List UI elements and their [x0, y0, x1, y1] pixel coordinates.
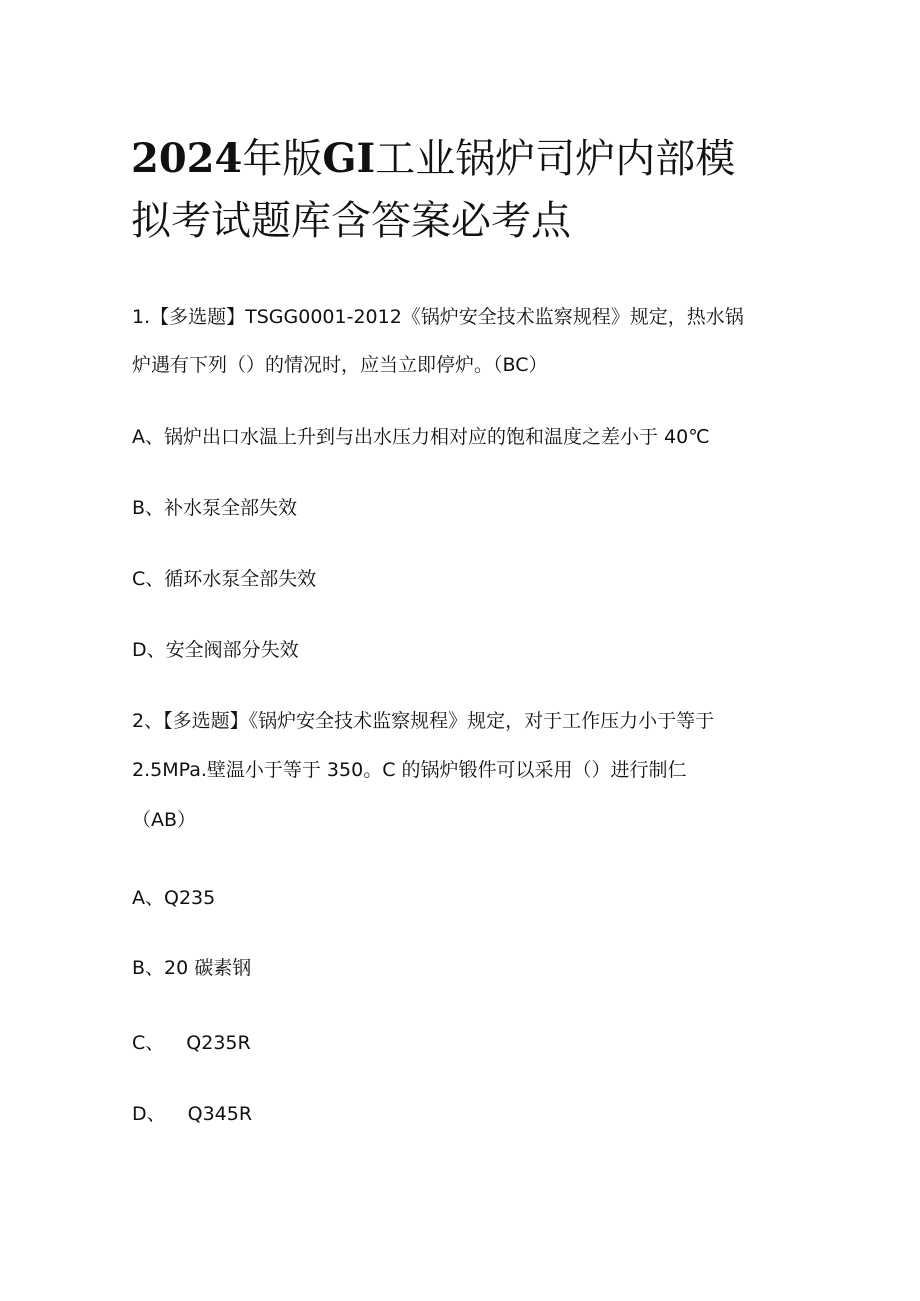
- question-1-option-a: [132, 425, 710, 449]
- question-2-option-b: [132, 956, 251, 980]
- option-label: D、: [132, 639, 166, 661]
- title-edition: 年版: [242, 136, 323, 182]
- question-1-option-b: [132, 496, 297, 520]
- question-1-option-d: [132, 638, 299, 662]
- option-text: Q235R: [186, 1032, 251, 1054]
- title-year: 2024: [131, 135, 243, 182]
- option-label: D、: [132, 1103, 166, 1125]
- option-label: B、: [132, 497, 165, 519]
- option-text: 安全阀部分失效: [165, 639, 299, 661]
- question-2-stem-line-3: （AB）: [132, 809, 197, 831]
- document-title: [131, 128, 811, 252]
- option-label: A、: [132, 426, 164, 448]
- question-2-stem-line-2: 2.5MPa.壁温小于等于 350。C 的锅炉锻件可以采用（）进行制仁: [132, 759, 687, 781]
- option-text: 锅炉出口水温上升到与出水压力相对应的饱和温度之差小于 40℃: [164, 426, 710, 448]
- question-2-stem-line-1: 2、【多选题】《锅炉安全技术监察规程》规定，对于工作压力小于等于: [132, 710, 715, 732]
- title-line-2: 拟考试题库含答案必考点: [131, 198, 571, 244]
- question-2-option-d: [132, 1102, 252, 1126]
- title-line-1: [131, 128, 811, 190]
- question-1-option-c: [132, 567, 316, 591]
- question-1-stem-line-2: 炉遇有下列（）的情况时，应当立即停炉。（BC）: [132, 354, 548, 376]
- option-label: C、: [132, 1032, 165, 1054]
- option-label: C、: [132, 568, 165, 590]
- option-text: 循环水泵全部失效: [164, 568, 317, 590]
- option-text: Q345R: [187, 1103, 253, 1125]
- title-subject: 工业锅炉司炉内部模: [375, 136, 736, 182]
- option-label: A、: [132, 887, 164, 909]
- option-label: B、: [132, 957, 165, 979]
- option-text: Q235: [164, 887, 216, 909]
- option-text: 补水泵全部失效: [164, 497, 298, 519]
- title-code: GI: [322, 135, 376, 182]
- question-2-option-a: [132, 886, 215, 910]
- question-2-option-c: [132, 1031, 251, 1055]
- option-text: 20 碳素钢: [164, 957, 252, 979]
- question-1-stem-line-1: 1.【多选题】TSGG0001-2012《锅炉安全技术监察规程》规定，热水锅: [132, 306, 744, 328]
